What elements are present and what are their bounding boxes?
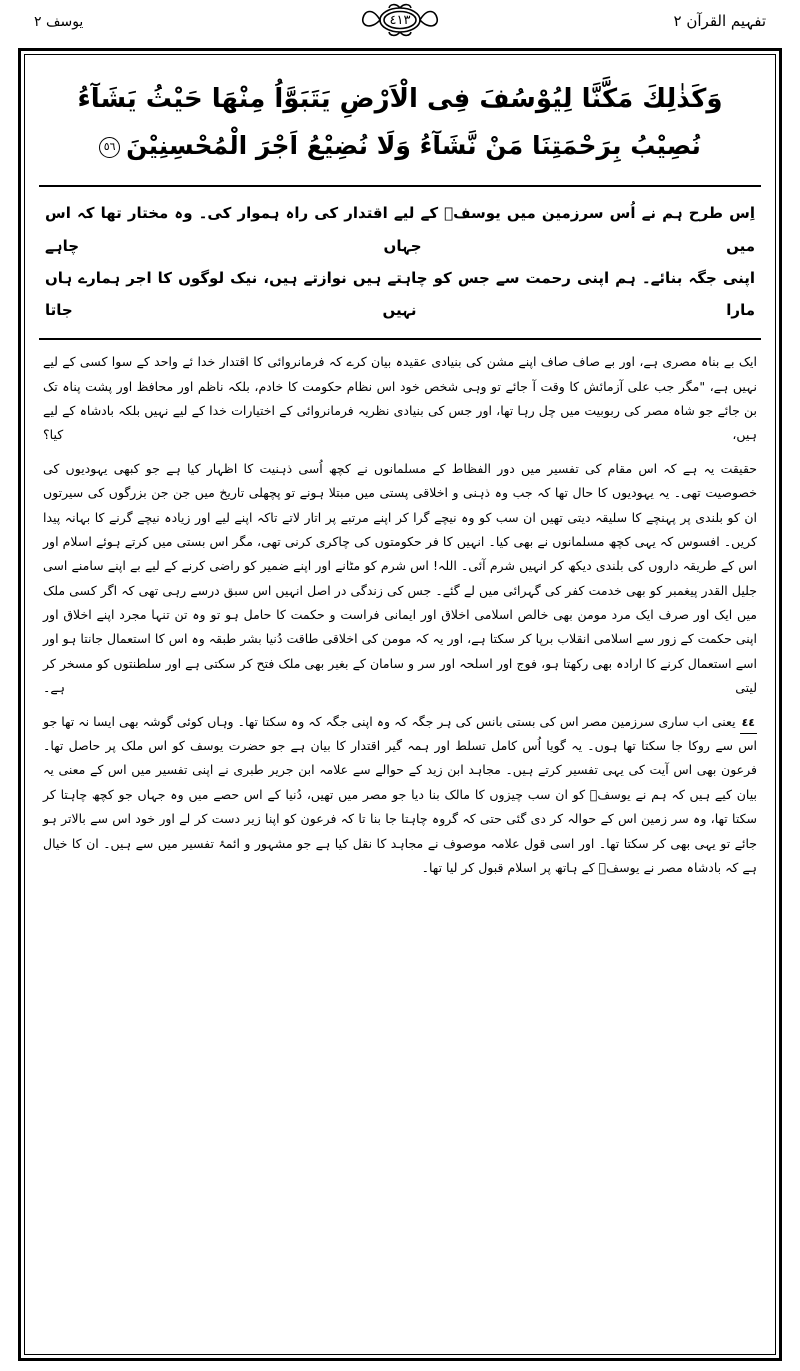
- quran-verse-section: [39, 65, 761, 187]
- page-content: [24, 54, 776, 1355]
- quran-line-2-wrapper: [45, 123, 755, 169]
- quran-line-1: وَكَذٰلِكَ مَكَّنَّا لِيُوْسُفَ فِى الْاَرْضِ يَتَبَوَّاُ مِنْهَا حَيْثُ يَشَآءُ: [77, 84, 723, 114]
- page-border-frame: [18, 48, 782, 1361]
- footnote-number: ٤٤: [740, 712, 757, 734]
- ayah-number-mark: ٥٦: [99, 137, 120, 158]
- translation-line-2-wrapper: [45, 262, 755, 327]
- tafsir-paragraph: [43, 710, 757, 881]
- tafsir-paragraph-text: ایک بے بناہ مصری ہے، اور بے صاف صاف اپنے مشن کی بنیادی عقیدہ بیان کرے کہ فرمانروائی کا اقتدار خدا ئے واحد کے سوا کسی کے لیے نہیں ہے، "مگر جب علی آزمائش کا وقت آ جائے تو وہی شخص خود اس نظام حکومت کا خادم، بلکہ ناظم اور محافظ اور پشت پناہ تک بن جائے جو شاہ مصر کی ربوبیت میں چل رہا تھا، اور جس کی بنیادی نظریہ فرمانروائی کے اختیارات خدا کے لیے نہیں بلکہ بادشاہ کے لیے ہیں، کیا؟: [43, 354, 757, 443]
- translation-section: [39, 187, 761, 340]
- tafsir-paragraph: [43, 457, 757, 701]
- page-header: [0, 0, 800, 46]
- surah-title: يوسف ٢: [34, 14, 84, 30]
- page-number: ٤١٣: [389, 13, 411, 28]
- translation-line-1: اِس طرح ہم نے اُس سرزمین میں یوسفؑ کے لیے اقتدار کی راہ ہموار کی۔ وہ مختار تھا کہ اس میں جہاں چاہے: [45, 204, 755, 255]
- tafsir-paragraph: [43, 350, 757, 448]
- translation-line-2: اپنی جگہ بنائے۔ ہم اپنی رحمت سے جس کو چاہتے ہیں نوازتے ہیں، نیک لوگوں کا اجر ہمارے ہاں مارا نہیں جاتا: [45, 268, 755, 320]
- tafsir-paragraph-text: یعنی اب ساری سرزمین مصر اس کی بستی بانس کی ہر جگہ کہ وہ اپنی جگہ کہ وہ سکتا تھا۔ وہاں کوئی گوشہ بھی ایسا نہ تھا جو اس سے روکا جا سکتا تھا ہوں۔ یہ گویا اُس کامل تسلط اور ہمہ گیر اقتدار کا بیان ہے جو حضرت یوسف کو اس ملک پر حاصل تھا۔ فرعون بھی اس آیت کی یہی تفسیر کرتے ہیں۔ مجاہد ابن زید کے حوالے سے علامہ ابن جریر طبری نے اپنی تفسیر میں اس کے معنی یہ بیان کیے ہیں کہ ہم نے یوسفؑ کو ان سب چیزوں کا مالک بنا دیا جو مصر میں تھیں، دُنیا کے اس حصے میں وہ جہاں جو کچھ چاہتا کر سکتا تھا، وہ سر زمین اس کے حوالہ کر دی گئی حتی کہ گروہ چاہتا جا بنا تا کہ فرعون کو اپنا زیر دست کر لے اور خود اس سے بالاتر ہو جائے تو یہی بھی کر سکتا تھا۔ اور اسی قول علامہ موصوف نے مجاہد کا نقل کیا ہے جو مشہور و ائمۂ تفسیر میں سے ہیں۔ ان کا خیال ہے کہ بادشاہ مصر نے یوسفؑ کے ہاتھ پر اسلام قبول کر لیا تھا۔: [43, 713, 757, 875]
- book-title: تفہيم القرآن ٢: [673, 12, 766, 30]
- tafsir-paragraph-text: حقیقت یہ ہے کہ اس مقام کی تفسیر میں دور الفظاط کے مسلمانوں نے کچھ اُسی ذہنیت کا اظہار کیا ہے جو کبھی یہودیوں کی خصوصیت تھی۔ یہ یہودیوں کا حال تھا کہ جب وہ ذہنی و اخلاقی پستی میں مبتلا ہونے تو پچھلی تاریخ میں جن جن بزرگوں کی سیرتوں ان کو بلندی پر پہنچے کا سلیقہ دیتی تھیں ان سب کو وہ نیچے گرا کر اپنے مرتبے پر اتار لاتے تاکہ اپنے لیے اور زیادہ نیچے گرنے کا بہانہ پیدا کریں۔ افسوس کہ یہی کچھ مسلمانوں نے بھی کیا۔ انہیں کا فر حکومتوں کی چاکری کرنی تھی، مگر اس بستی میں کرتے ہوئے اسلام اور اس کے طریقہ داروں کی بلندی دیکھ کر انہیں شرم آئی۔ اللہ! اس شرم کو مٹانے اور اپنے ضمیر کو راضی کرنے کے لیے بے اپنے سامنے اسی جلیل القدر پیغمبر کو بھی خدمت کفر کی گہرائی میں لے گئے۔ جس کی زندگی در اصل انہیں اس سبق درسے رہی تھی کہ اگر کسی ملک میں ایک اور صرف ایک مرد مومن بھی خالص اسلامی اخلاق اور ایمانی فراست و حکمت کا حامل ہو تو وہ تن تنہا مجرد اپنے اخلاق اور اپنی حکمت کے زور سے اسلامی انقلاب برپا کر سکتا ہے، اور یہ کہ مومن کی اخلاقی طاقت دُنیا بشر طبقہ وہ اس کا استعمال جانتا ہو اور اسے استعمال کرنے کا ارادہ بھی رکھتا ہو، فوج اور اسلحہ اور سر و سامان کے بغیر بھی ملک فتح کر سکتی ہے اور سلطنتوں کو مسخر کر لیتی ہے۔: [43, 460, 757, 696]
- quran-line-2: نُصِيْبُ بِرَحْمَتِنَا مَنْ نَّشَآءُ وَلَا نُضِيْعُ اَجْرَ الْمُحْسِنِيْنَ: [126, 131, 701, 161]
- page-number-badge: [357, 2, 443, 38]
- tafsir-section: [39, 340, 761, 895]
